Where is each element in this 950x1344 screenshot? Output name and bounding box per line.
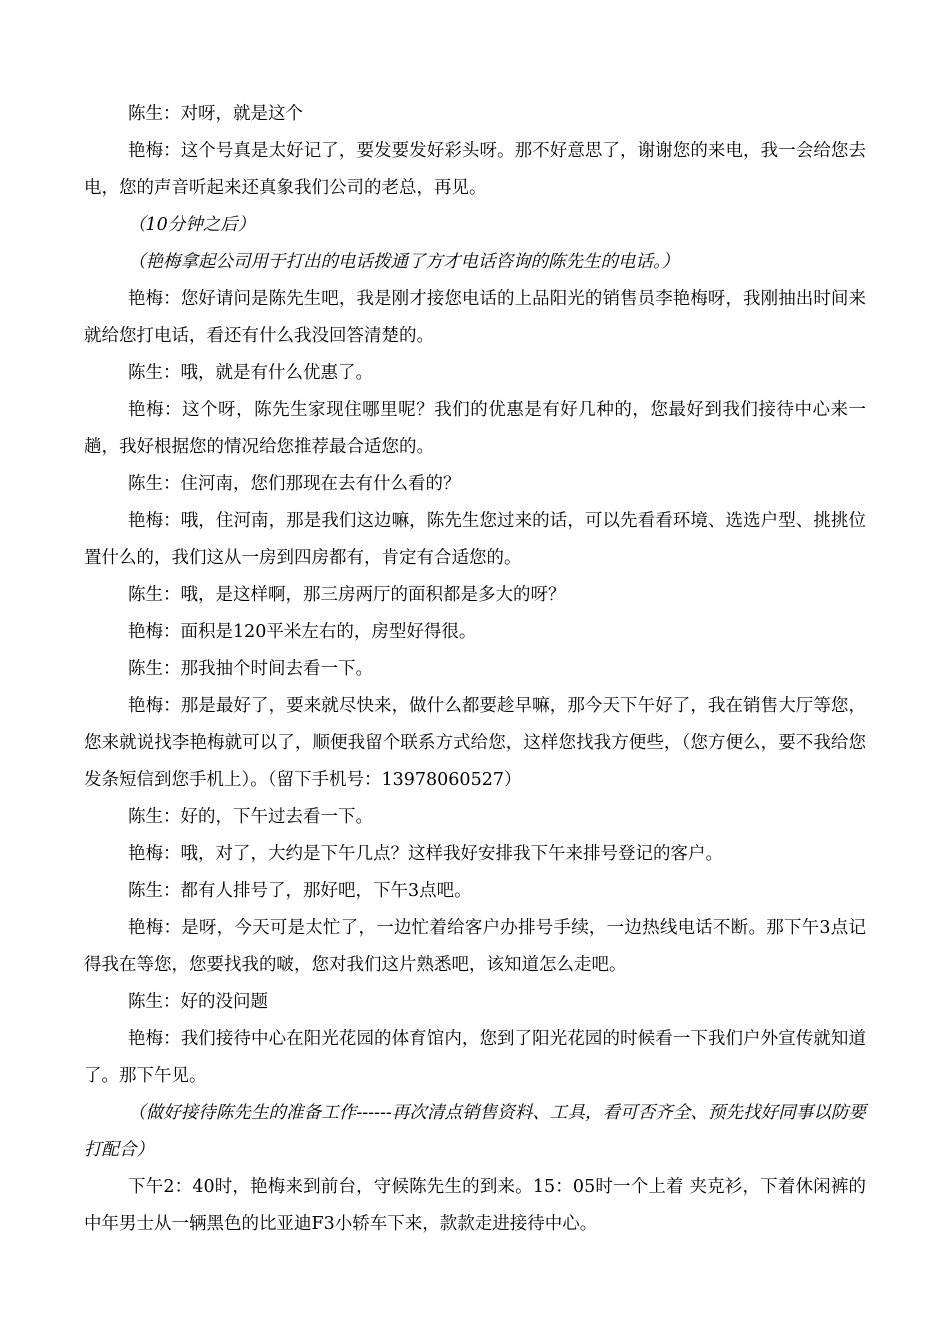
stage-direction: （10分钟之后） bbox=[128, 215, 256, 235]
dialogue-line: 陈生：住河南，您们那现在去有什么看的？ bbox=[128, 474, 461, 494]
dialogue-line: 艳梅：面积是120平米左右的，房型好得很。 bbox=[128, 622, 477, 642]
dialogue-line: 陈生：对呀，就是这个 bbox=[128, 104, 303, 124]
narration-paragraph: 下午2：40时，艳梅来到前台，守候陈先生的到来。15：05时一个上着 夹克衫，下着休闲裤的中年男士从一辆黑色的比亚迪F3小轿车下来，款款走进接待中心。 bbox=[84, 1177, 866, 1234]
dialogue-line: 艳梅：这个号真是太好记了，要发要发好彩头呀。那不好意思了，谢谢您的来电，我一会给您去电，您的声音听起来还真象我们公司的老总，再见。 bbox=[84, 141, 866, 198]
dialogue-line: 艳梅：是呀，今天可是太忙了，一边忙着给客户办排号手续，一边热线电话不断。那下午3点记得我在等您，您要找我的啵，您对我们这片熟悉吧，该知道怎么走吧。 bbox=[84, 918, 866, 975]
dialogue-line: 陈生：那我抽个时间去看一下。 bbox=[128, 659, 373, 679]
dialogue-line: 陈生：都有人排号了，那好吧，下午3点吧。 bbox=[128, 881, 472, 901]
dialogue-line: 陈生：好的没问题 bbox=[128, 992, 268, 1012]
dialogue-line: 艳梅：那是最好了，要来就尽快来，做什么都要趁早嘛，那今天下午好了，我在销售大厅等您，您来就说找李艳梅就可以了，顺便我留个联系方式给您，这样您找我方便些，（您方便么，要不我给您发条短信到您手机上）。（留下手机号：13978060527） bbox=[84, 696, 866, 790]
dialogue-line: 艳梅：哦，住河南，那是我们这边嘛，陈先生您过来的话，可以先看看环境、选选户型、挑挑位置什么的，我们这从一房到四房都有，肯定有合适您的。 bbox=[84, 511, 866, 568]
stage-direction: （做好接待陈先生的准备工作------再次清点销售资料、工具，看可否齐全、预先找好同事以防要打配合） bbox=[84, 1103, 866, 1160]
dialogue-line: 艳梅：这个呀，陈先生家现住哪里呢？我们的优惠是有好几种的，您最好到我们接待中心来一趟，我好根据您的情况给您推荐最合适您的。 bbox=[84, 400, 866, 457]
dialogue-line: 陈生：哦，就是有什么优惠了。 bbox=[128, 363, 373, 383]
document-body bbox=[84, 96, 866, 1243]
dialogue-line: 陈生：好的，下午过去看一下。 bbox=[128, 807, 373, 827]
dialogue-line: 艳梅：您好请问是陈先生吧，我是刚才接您电话的上品阳光的销售员李艳梅呀，我刚抽出时间来就给您打电话，看还有什么我没回答清楚的。 bbox=[84, 289, 866, 346]
dialogue-line: 艳梅：哦，对了，大约是下午几点？这样我好安排我下午来排号登记的客户。 bbox=[128, 844, 723, 864]
dialogue-line: 陈生：哦，是这样啊，那三房两厅的面积都是多大的呀？ bbox=[128, 585, 566, 605]
dialogue-line: 艳梅：我们接待中心在阳光花园的体育馆内，您到了阳光花园的时候看一下我们户外宣传就知道了。那下午见。 bbox=[84, 1029, 866, 1086]
stage-direction: （艳梅拿起公司用于打出的电话拨通了方才电话咨询的陈先生的电话。） bbox=[128, 252, 680, 272]
